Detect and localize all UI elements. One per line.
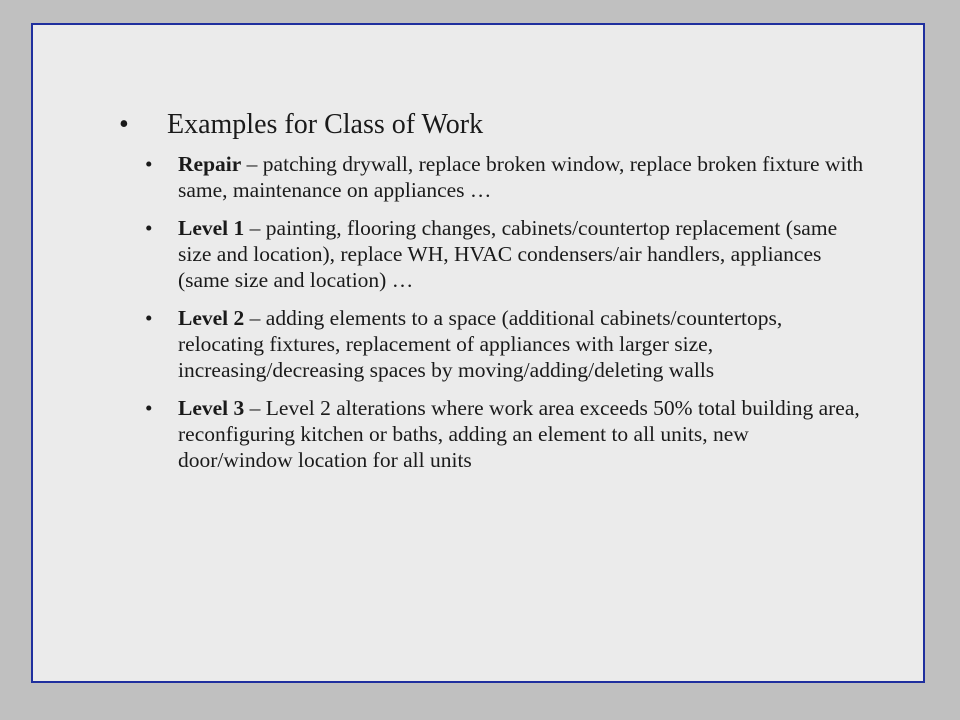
list-item-repair [145, 151, 865, 203]
list-item-level-2 [145, 305, 865, 383]
list-bullet: • [145, 306, 153, 330]
list-item-term: Level 2 [178, 306, 245, 330]
list-item-text: – painting, flooring changes, cabinets/countertop replacement (same size and location), replace WH, HVAC condensers/air handlers, appliances (same size and location) … [178, 216, 838, 292]
list-item-text: – Level 2 alterations where work area exceeds 50% total building area, reconfiguring kitchen or baths, adding an element to all units, new door/window location for all units [178, 396, 860, 472]
list-item-level-3 [145, 395, 865, 473]
list-item-body [178, 395, 865, 473]
class-of-work-list [145, 151, 865, 485]
list-bullet: • [145, 152, 153, 176]
list-item-body [178, 215, 865, 293]
list-item-term: Level 3 [178, 396, 245, 420]
list-bullet: • [145, 396, 153, 420]
list-item-body [178, 151, 865, 203]
list-bullet: • [145, 216, 153, 240]
heading-bullet: • [119, 109, 129, 140]
heading-text: Examples for Class of Work [167, 109, 484, 140]
list-item-text: – patching drywall, replace broken window, replace broken fixture with same, maintenance on appliances … [178, 152, 864, 202]
list-item-level-1 [145, 215, 865, 293]
list-item-body [178, 305, 865, 383]
list-item-term: Level 1 [178, 216, 245, 240]
slide-panel [31, 23, 925, 683]
slide-heading [119, 109, 483, 141]
list-item-term: Repair [178, 152, 242, 176]
list-item-text: – adding elements to a space (additional cabinets/countertops, relocating fixtures, replacement of appliances with larger size, increasing/decreasing spaces by moving/adding/deleting walls [178, 306, 783, 382]
